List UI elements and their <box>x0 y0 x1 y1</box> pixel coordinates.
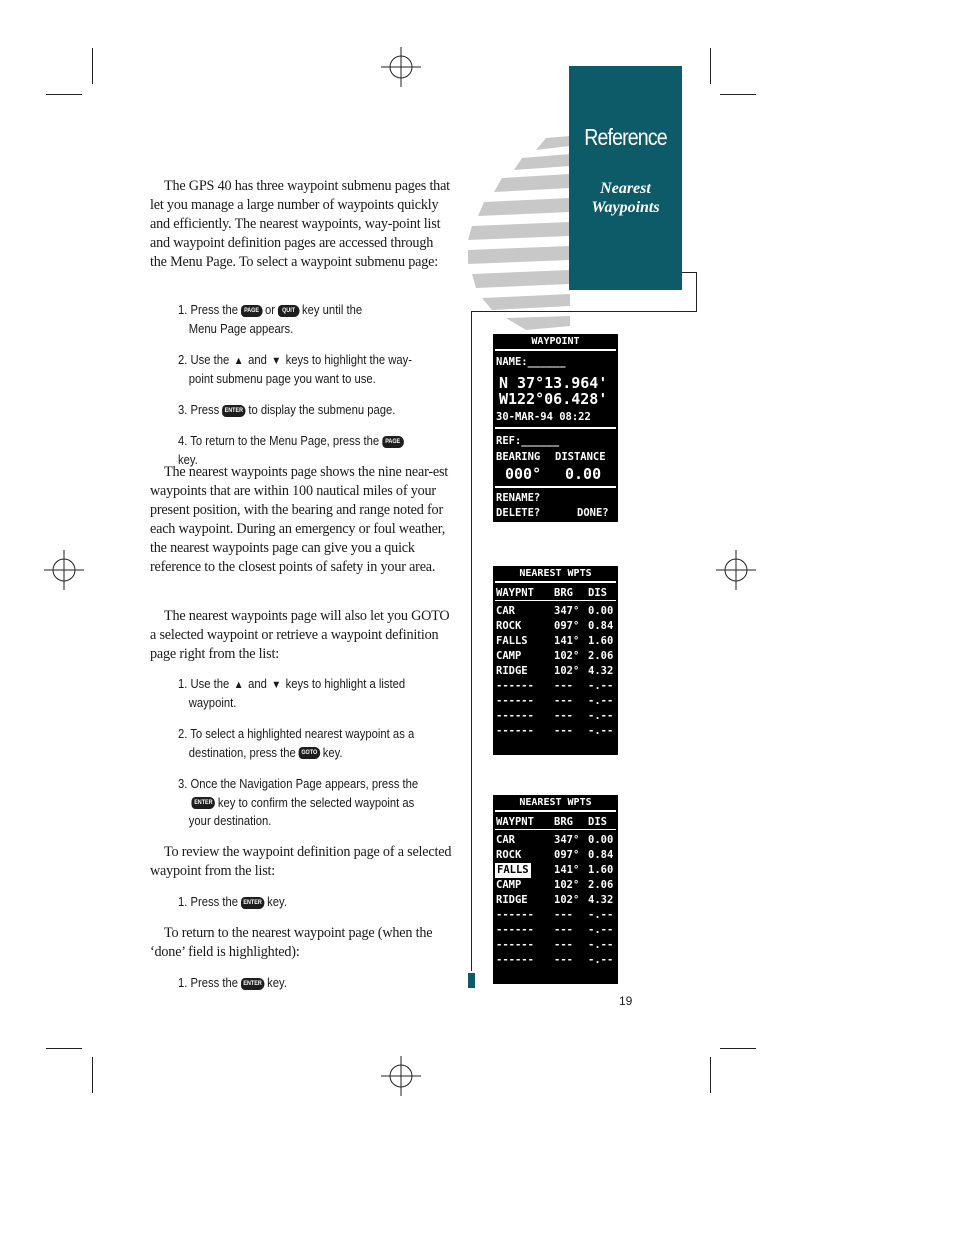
waypoint-name: ------ <box>496 939 534 951</box>
screen-header: NEAREST WPTS <box>519 568 592 579</box>
review-step-1 <box>178 893 426 912</box>
waypoint-name: CAMP <box>496 650 522 662</box>
step-text: key. <box>322 745 343 760</box>
waypoint-name: RIDGE <box>496 894 528 906</box>
section-subtitle <box>569 179 682 217</box>
down-arrow-icon: ▼ <box>271 678 282 691</box>
step-text: key. <box>267 895 287 909</box>
waypoint-name: ------ <box>496 909 534 921</box>
waypoint-distance: 0.84 <box>588 620 614 632</box>
waypoint-bearing: --- <box>554 909 573 921</box>
step-3 <box>178 401 426 420</box>
waypoint-distance: -.-- <box>588 680 614 692</box>
column-headers <box>496 816 616 829</box>
column-headers <box>496 587 616 600</box>
intro-paragraph: The GPS 40 has three waypoint submenu pages that let you manage a large number of waypoints quickly and efficiently. The nearest waypoints, way-point list and waypoint definition pages are accessed through the Menu Page. To select a waypoint submenu page: <box>150 178 450 270</box>
step-1 <box>178 301 426 338</box>
table-row[interactable] <box>496 834 616 847</box>
bracket-line <box>682 272 696 273</box>
waypoint-name: FALLS <box>496 635 528 647</box>
step-text: 1. Press the <box>178 895 239 909</box>
section-subtitle-line1: Nearest <box>600 180 651 197</box>
registration-mark-icon <box>44 550 84 590</box>
rename-field: RENAME? <box>496 492 541 504</box>
crop-mark <box>46 1048 82 1049</box>
step-text: 1. Press the <box>178 976 239 990</box>
section-tab <box>569 66 682 290</box>
waypoint-bearing: 097° <box>554 620 580 632</box>
waypoint-bearing: 141° <box>554 635 580 647</box>
down-arrow-icon: ▼ <box>271 354 282 367</box>
screen-header: WAYPOINT <box>531 336 580 347</box>
crop-mark <box>720 1048 756 1049</box>
table-row[interactable] <box>496 879 616 892</box>
waypoint-bearing: --- <box>554 725 573 737</box>
waypoint-bearing: --- <box>554 924 573 936</box>
crop-mark <box>46 94 82 95</box>
waypoint-name: CAR <box>496 605 515 617</box>
waypoint-bearing: 141° <box>554 864 580 876</box>
distance-label: DISTANCE <box>555 451 606 463</box>
bracket-line <box>471 311 472 971</box>
table-row[interactable] <box>496 620 616 633</box>
waypoint-distance: 0.00 <box>588 834 614 846</box>
waypoint-name: ------ <box>496 924 534 936</box>
enter-key-icon: ENTER <box>192 797 216 809</box>
waypoint-screen <box>493 334 618 522</box>
waypoint-distance: 0.00 <box>588 605 614 617</box>
bracket-line <box>471 311 697 312</box>
waypoint-bearing: 102° <box>554 879 580 891</box>
table-row[interactable] <box>496 665 616 678</box>
table-row[interactable] <box>496 954 616 967</box>
name-field: ______ <box>527 356 566 368</box>
waypoint-distance: 0.84 <box>588 849 614 861</box>
page-number: 19 <box>619 994 633 1008</box>
crop-mark <box>710 48 711 84</box>
waypoint-bearing: --- <box>554 954 573 966</box>
step-2 <box>178 351 426 388</box>
table-row[interactable] <box>496 894 616 907</box>
crop-mark <box>92 1057 93 1093</box>
waypoint-distance: 4.32 <box>588 665 614 677</box>
table-row[interactable] <box>496 695 616 708</box>
section-subtitle-line2: Waypoints <box>591 199 660 216</box>
latitude: N 37°13.964' <box>499 374 608 392</box>
waypoint-name: ------ <box>496 710 534 722</box>
nearest-paragraph: The nearest waypoints page shows the nine near-est waypoints that are within 100 nautical miles of your present position, with the bearing and range noted for each waypoint. During an emergency or foul weather, the nearest waypoints page can give you a quick reference to the closest points of safety in your area. <box>150 464 449 575</box>
done-field: DONE? <box>577 507 609 519</box>
crop-mark <box>92 48 93 84</box>
waypoint-distance: -.-- <box>588 954 614 966</box>
waypoint-distance: 2.06 <box>588 879 614 891</box>
waypoint-bearing: --- <box>554 680 573 692</box>
table-row[interactable] <box>496 605 616 618</box>
step-text: or <box>265 303 276 317</box>
step-text: key until the <box>302 303 363 317</box>
waypoint-name: ------ <box>496 954 534 966</box>
ref-field: ______ <box>521 435 560 447</box>
longitude: W122°06.428' <box>499 390 608 408</box>
waypoint-name: ------ <box>496 725 534 737</box>
step-text: 3. Press <box>178 403 220 417</box>
waypoint-name: ROCK <box>496 849 522 861</box>
waypoint-bearing: 347° <box>554 834 580 846</box>
return-paragraph: To return to the nearest waypoint page (when the ‘done’ field is highlighted): <box>150 925 433 960</box>
waypoint-bearing: 347° <box>554 605 580 617</box>
step-text-line <box>178 744 426 763</box>
col-distance: DIS <box>588 816 607 828</box>
nearest-waypoints-screen-highlighted <box>493 795 618 984</box>
screen-header: NEAREST WPTS <box>519 797 592 808</box>
accent-marker <box>468 973 475 988</box>
review-paragraph: To review the waypoint definition page of a selected waypoint from the list: <box>150 844 452 879</box>
enter-key-icon: ENTER <box>222 405 246 417</box>
waypoint-name: FALLS <box>497 864 529 876</box>
table-row[interactable] <box>496 725 616 738</box>
col-bearing: BRG <box>554 587 573 599</box>
registration-mark-icon <box>381 47 421 87</box>
waypoint-distance: -.-- <box>588 725 614 737</box>
waypoint-bearing: --- <box>554 710 573 722</box>
table-row[interactable] <box>496 710 616 723</box>
table-row[interactable] <box>496 924 616 937</box>
crop-mark <box>720 94 756 95</box>
distance-value: 0.00 <box>565 465 602 483</box>
step-text: and <box>248 677 267 691</box>
goto-step-1 <box>178 675 426 712</box>
waypoint-bearing: 102° <box>554 894 580 906</box>
screen-rule <box>495 486 616 488</box>
col-bearing: BRG <box>554 816 573 828</box>
enter-key-icon: ENTER <box>241 978 265 990</box>
crop-mark <box>710 1057 711 1093</box>
step-text: keys to highlight a listed <box>285 677 406 691</box>
page-key-icon: PAGE <box>382 436 404 448</box>
waypoint-distance: 2.06 <box>588 650 614 662</box>
screen-rule <box>495 600 616 601</box>
bracket-line <box>696 272 697 312</box>
bearing-value: 000° <box>505 465 542 483</box>
table-row[interactable] <box>496 635 616 648</box>
waypoint-bearing: --- <box>554 939 573 951</box>
step-text: Menu Page appears. <box>188 321 294 336</box>
registration-mark-icon <box>716 550 756 590</box>
enter-key-icon: ENTER <box>241 897 265 909</box>
step-text: key to confirm the selected waypoint as <box>217 795 415 810</box>
step-text: 2. To select a highlighted nearest waypoint as a <box>178 727 415 741</box>
waypoint-distance: -.-- <box>588 695 614 707</box>
bearing-label: BEARING <box>496 451 541 463</box>
goto-step-3 <box>178 775 426 831</box>
ref-row <box>496 435 559 448</box>
waypoint-distance: 1.60 <box>588 635 614 647</box>
step-text: and <box>248 353 267 367</box>
step-text: your destination. <box>188 814 272 828</box>
col-distance: DIS <box>588 587 607 599</box>
screen-rule <box>495 829 616 830</box>
ref-label: REF: <box>496 435 522 447</box>
step-text: key. <box>178 452 198 467</box>
goto-paragraph: The nearest waypoints page will also let you GOTO a selected waypoint or retrieve a waypoint definition page right from the list: <box>150 608 450 662</box>
table-row[interactable] <box>496 864 616 877</box>
waypoint-bearing: 097° <box>554 849 580 861</box>
goto-step-2 <box>178 725 426 762</box>
table-row[interactable] <box>496 680 616 693</box>
return-step-1 <box>178 974 426 993</box>
waypoint-name: ROCK <box>496 620 522 632</box>
quit-key-icon: QUIT <box>278 305 300 317</box>
step-text: 2. Use the <box>178 353 230 367</box>
step-text-line <box>178 794 426 813</box>
waypoint-bearing: 102° <box>554 665 580 677</box>
step-text: point submenu page you want to use. <box>188 371 376 386</box>
up-arrow-icon: ▲ <box>233 678 244 691</box>
col-waypoint: WAYPNT <box>496 587 534 599</box>
step-text: key. <box>267 976 287 990</box>
globe-icon <box>466 132 578 332</box>
step-text: 1. Press the <box>178 303 239 317</box>
step-text: keys to highlight the way- <box>285 353 412 367</box>
up-arrow-icon: ▲ <box>233 354 244 367</box>
waypoint-distance: -.-- <box>588 924 614 936</box>
step-text: 4. To return to the Menu Page, press the <box>178 434 380 448</box>
step-text: 3. Once the Navigation Page appears, press the <box>178 777 419 791</box>
screen-rule <box>495 427 616 429</box>
waypoint-distance: -.-- <box>588 710 614 722</box>
table-row[interactable] <box>496 939 616 952</box>
step-text: waypoint. <box>188 695 237 710</box>
col-waypoint: WAYPNT <box>496 816 534 828</box>
registration-mark-icon <box>381 1056 421 1096</box>
screen-rule <box>495 349 616 351</box>
table-row[interactable] <box>496 909 616 922</box>
name-label: NAME: <box>496 356 528 368</box>
section-title: Reference <box>584 124 667 150</box>
waypoint-distance: 4.32 <box>588 894 614 906</box>
table-row[interactable] <box>496 650 616 663</box>
delete-field: DELETE? <box>496 507 541 519</box>
waypoint-distance: 1.60 <box>588 864 614 876</box>
waypoint-distance: -.-- <box>588 939 614 951</box>
screen-rule <box>495 810 616 812</box>
waypoint-name: ------ <box>496 680 534 692</box>
waypoint-name: ------ <box>496 695 534 707</box>
screen-rule <box>495 581 616 583</box>
step-text: to display the submenu page. <box>248 403 396 417</box>
waypoint-distance: -.-- <box>588 909 614 921</box>
datetime: 30-MAR-94 08:22 <box>496 411 591 423</box>
page-key-icon: PAGE <box>241 305 263 317</box>
waypoint-bearing: --- <box>554 695 573 707</box>
waypoint-name: CAMP <box>496 879 522 891</box>
waypoint-name: RIDGE <box>496 665 528 677</box>
waypoint-name: CAR <box>496 834 515 846</box>
nearest-waypoints-screen <box>493 566 618 755</box>
step-text: 1. Use the <box>178 677 230 691</box>
table-row[interactable] <box>496 849 616 862</box>
goto-key-icon: GOTO <box>298 747 320 759</box>
step-text: destination, press the <box>188 745 296 760</box>
waypoint-bearing: 102° <box>554 650 580 662</box>
name-row <box>496 356 566 369</box>
